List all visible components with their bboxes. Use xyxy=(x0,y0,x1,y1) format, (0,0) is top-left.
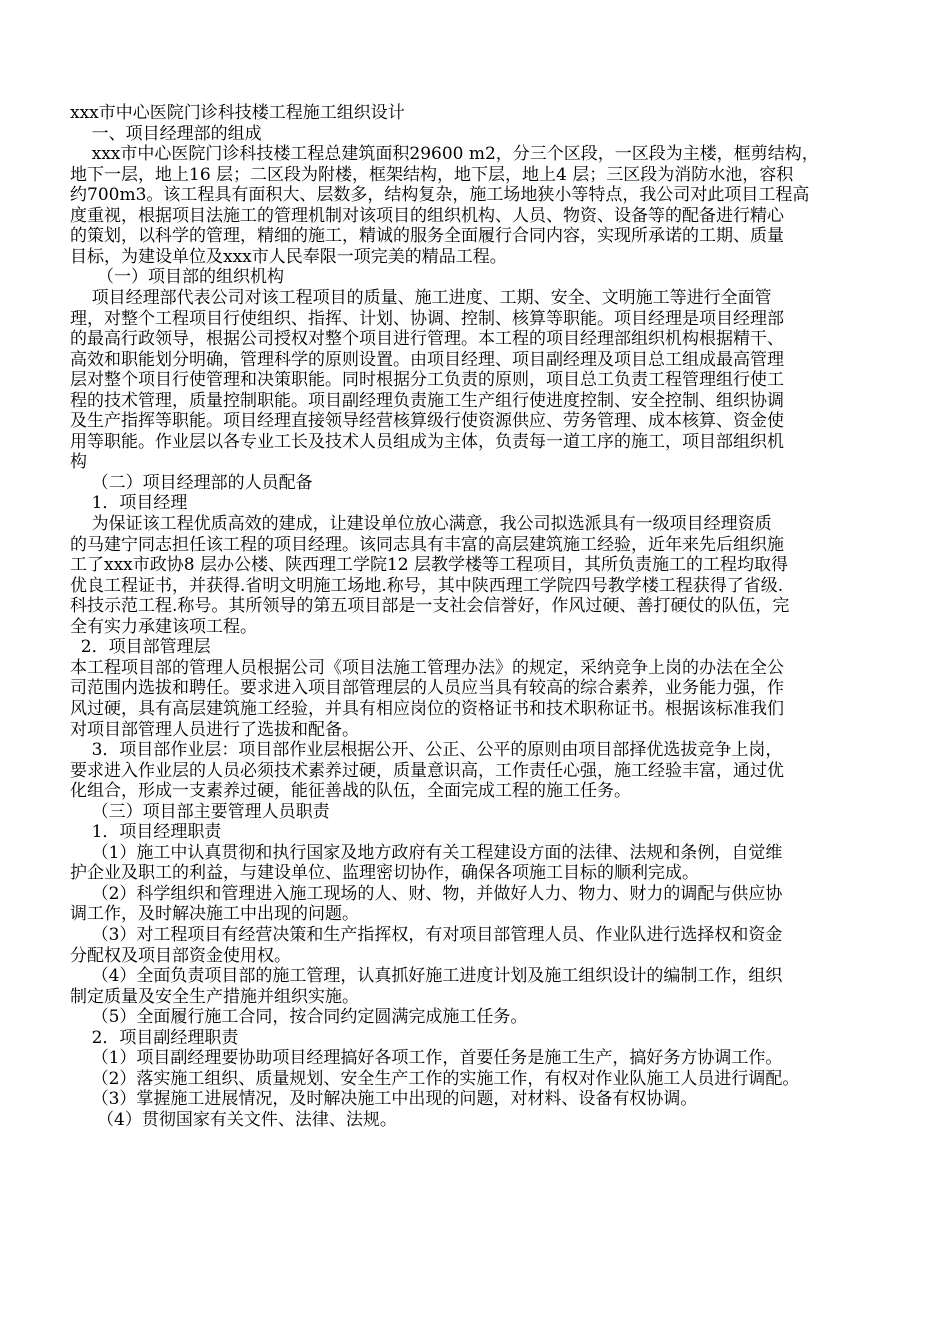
text-line: 约700m3。该工程具有面积大、层数多，结构复杂，施工场地狭小等特点，我公司对此项目工程高 xyxy=(70,185,810,206)
text-line: 的马建宁同志担任该工程的项目经理。该同志具有丰富的高层建筑施工经验，近年来先后组织施 xyxy=(70,534,784,555)
text-line: （2）科学组织和管理进入施工现场的人、财、物，并做好人力、物力、财力的调配与供应协 xyxy=(70,883,783,904)
text-line: 构 xyxy=(70,452,87,473)
text-line: 层对整个项目行使管理和决策职能。同时根据分工负责的原则，项目总工负责工程管理组行使工 xyxy=(70,370,784,391)
document-title: xxx市中心医院门诊科技楼工程施工组织设计 xyxy=(70,103,405,123)
text-line: （4）贯彻国家有关文件、法律、法规。 xyxy=(70,1109,397,1130)
text-line: （3）掌握施工进展情况，及时解决施工中出现的问题，对材料、设备有权协调。 xyxy=(70,1089,698,1110)
text-line: 及生产指挥等职能。项目经理直接领导经营核算级行使资源供应、劳务管理、成本核算、资金使 xyxy=(70,411,784,432)
text-line: （4）全面负责项目部的施工管理，认真抓好施工进度计划及施工组织设计的编制工作，组织 xyxy=(70,966,783,987)
text-line: 1．项目经理 xyxy=(70,493,188,514)
text-line: 分配权及项目部资金使用权。 xyxy=(70,945,291,966)
text-line: 高效和职能划分明确，管理科学的原则设置。由项目经理、项目副经理及项目总工组成最高管理 xyxy=(70,349,784,370)
text-line: 护企业及职工的利益，与建设单位、监理密切协作，确保各项施工目标的顺利完成。 xyxy=(70,863,699,884)
text-line: （1）项目副经理要协助项目经理搞好各项工作，首要任务是施工生产，搞好务方协调工作。 xyxy=(70,1048,783,1069)
text-line: 全有实力承建该项工程。 xyxy=(70,616,257,637)
text-line: 要求进入作业层的人员必须技术素养过硬，质量意识高，工作责任心强，施工经验丰富，通过优 xyxy=(70,760,784,781)
text-line: 的最高行政领导，根据公司授权对整个项目进行管理。本工程的项目经理部组织机构根据精干、 xyxy=(70,329,784,350)
text-line: 程的技术管理，质量控制职能。项目副经理负责施工生产组行使进度控制、安全控制、组织协调 xyxy=(70,390,784,411)
text-line: （一）项目部的组织机构 xyxy=(70,267,285,288)
text-line: 地下一层，地上16 层；二区段为附楼，框架结构，地下层，地上4 层；三区段为消防水池，容积 xyxy=(70,164,794,185)
text-line: 风过硬，具有高层建筑施工经验，并具有相应岗位的资格证书和技术职称证书。根据该标准我们 xyxy=(70,698,784,719)
text-line: 为保证该工程优质高效的建成，让建设单位放心满意，我公司拟选派具有一级项目经理资质 xyxy=(70,514,772,534)
text-line: 调工作，及时解决施工中出现的问题。 xyxy=(70,904,359,925)
text-line: 3．项目部作业层：项目部作业层根据公开、公正、公平的原则由项目部择优选拔竞争上岗， xyxy=(70,740,783,761)
text-line: 目标，为建设单位及xxx市人民奉限一项完美的精品工程。 xyxy=(70,246,507,267)
text-line: 一、项目经理部的组成 xyxy=(70,123,262,144)
text-line: 对项目部管理人员进行了选拔和配备。 xyxy=(70,719,359,740)
text-line: （2）落实施工组织、质量规划、安全生产工作的实施工作，有权对作业队施工人员进行调配。 xyxy=(70,1068,800,1089)
text-line: 工了xxx市政协8 层办公楼、陕西理工学院12 层教学楼等工程项目，其所负责施工的工程均取得 xyxy=(70,555,789,576)
text-line: （二）项目经理部的人员配备 xyxy=(70,472,313,493)
text-line: （三）项目部主要管理人员职责 xyxy=(70,801,330,822)
text-line: 的策划，以科学的管理，精细的施工，精诚的服务全面履行合同内容，实现所承诺的工期、质量 xyxy=(70,226,784,247)
text-line: 制定质量及安全生产措施并组织实施。 xyxy=(70,986,359,1007)
text-line: xxx市中心医院门诊科技楼工程总建筑面积29600 m2，分三个区段，一区段为主楼，框剪结构， xyxy=(70,144,819,165)
text-line: 化组合，形成一支素养过硬，能征善战的队伍，全面完成工程的施工任务。 xyxy=(70,781,631,802)
text-line: 1．项目经理职责 xyxy=(70,822,222,843)
text-line: （5）全面履行施工合同，按合同约定圆满完成施工任务。 xyxy=(70,1007,528,1028)
text-line: （1）施工中认真贯彻和执行国家及地方政府有关工程建设方面的法律、法规和条例，自觉维 xyxy=(70,842,783,863)
text-line: 2．项目部管理层 xyxy=(70,637,211,658)
text-line: 项目经理部代表公司对该工程项目的质量、施工进度、工期、安全、文明施工等进行全面管 xyxy=(70,287,772,308)
text-line: 度重视，根据项目法施工的管理机制对该项目的组织机构、人员、物资、设备等的配备进行精心 xyxy=(70,205,784,226)
text-line: 科技示范工程.称号。其所领导的第五项目部是一支社会信誉好，作风过硬、善打硬仗的队伍，完 xyxy=(70,596,790,617)
text-line: 理，对整个工程项目行使组织、指挥、计划、协调、控制、核算等职能。项目经理是项目经理部 xyxy=(70,308,784,329)
text-line: 本工程项目部的管理人员根据公司《项目法施工管理办法》的规定，采纳竞争上岗的办法在全公 xyxy=(70,657,784,678)
text-line: 用等职能。作业层以各专业工长及技术人员组成为主体，负责每一道工序的施工，项目部组织机 xyxy=(70,431,784,452)
text-line: 2．项目副经理职责 xyxy=(70,1027,239,1048)
text-line: 司范围内选拔和聘任。要求进入项目部管理层的人员应当具有较高的综合素养，业务能力强，作 xyxy=(70,678,784,699)
text-line: 优良工程证书，并获得.省明文明施工场地.称号，其中陕西理工学院四号教学楼工程获得了省级. xyxy=(70,575,784,596)
text-line: （3）对工程项目有经营决策和生产指挥权，有对项目部管理人员、作业队进行选择权和资金 xyxy=(70,925,783,945)
